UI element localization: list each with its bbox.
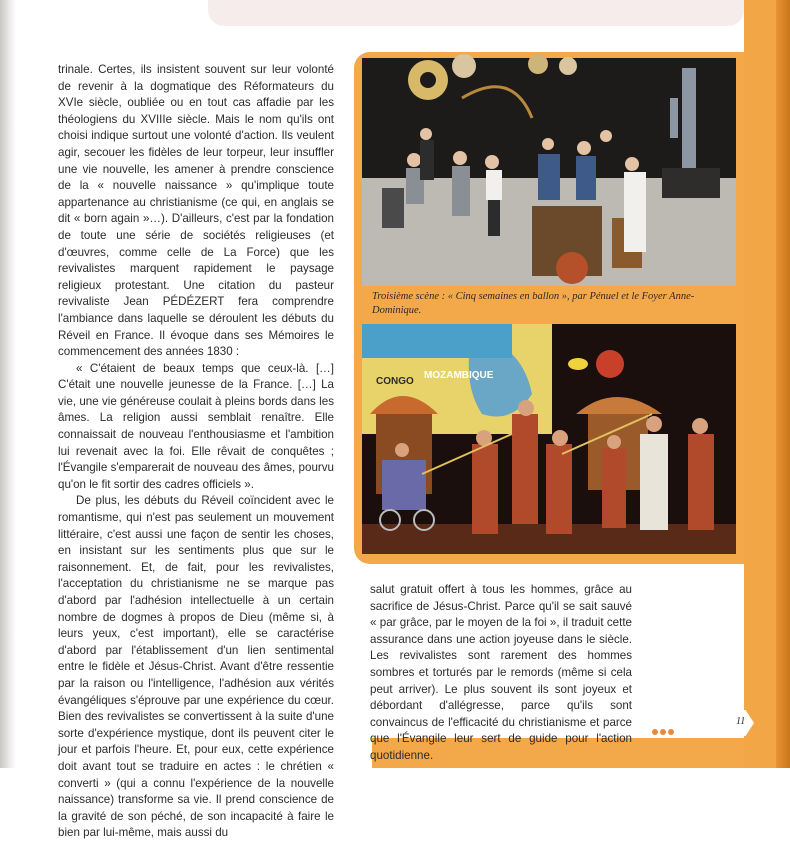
block-quote: « C'étaient de beaux temps que ceux-là. […] C'était une nouvelle jeunesse de la France. […] La vie, une vie généreuse coulait à pleins bords dans les âmes. La religion aussi semblait renaître. Elle connaissait de nouveau l'enthousiasme et l'ambition lui revenait avec la foi. Elle rêvait de conquêtes ; l'Évangile s'emparerait de nouveau des âmes, pourvu qu'on le fit sortir des cadres officiels ».: [58, 361, 334, 491]
scan-edge-shadow: [0, 0, 16, 768]
decorative-dots: [652, 722, 676, 740]
page-number: 11: [736, 716, 746, 727]
right-frame-shadow: [776, 0, 790, 768]
dot-icon: [660, 729, 666, 735]
dot-icon: [652, 729, 658, 735]
body-paragraph: salut gratuit offert à tous les hommes, grâce au sacrifice de Jésus-Christ. Parce qu'il se sait sauvé « par grâce, par le moyen de la foi », il traduit cette assurance dans une action joyeuse dans le siècle. Les revivalistes sont rarement des hommes sombres et torturés par le remords (même si cela peut arriver). Le plus souvent ils sont joyeux et débordant d'allégresse, parce qu'ils sont convaincus de l'efficacité du christianisme et parce que l'Évangile leur sert de guide pour l'action quotidienne.: [370, 583, 632, 762]
map-label-congo: CONGO: [376, 376, 414, 387]
top-decorative-band: [208, 0, 744, 26]
right-text-column: [370, 582, 632, 765]
dot-icon: [668, 729, 674, 735]
map-label-mozambique: MOZAMBIQUE: [424, 370, 494, 381]
left-text-column: [58, 62, 334, 842]
photo-balloon-scene: [362, 58, 736, 286]
body-paragraph: De plus, les débuts du Réveil coïncident avec le romantisme, qui n'est pas seulement un mouvement littéraire, c'est aussi une façon de sentir les choses, en insistant sur les sentiments plus que sur le raisonnement. Et, de fait, pour les revivalistes, l'acceptation du christianisme ne se marque pas d'abord par l'adhésion intellectuelle à un certain nombre de dogmes à propos de Dieu (même si, à leurs yeux, c'est important), elle se caractérise d'abord par l'établissement d'un lien sentimental entre le fidèle et Jésus-Christ. Avant d'être ressentie par la raison ou l'intelligence, l'adhésion aux vérités évangéliques s'éprouve par une expérience du cœur. Bien des revivalistes se convertissent à la suite d'une sorte d'expérience mystique, dont ils peuvent citer le jour et parfois l'heure. Et, pour eux, cette expérience doit avant tout se traduire en actes : le chrétien « converti » (qui a connu l'expérience de la nouvelle naissance) transforme sa vie. Il prend conscience de la gravité de son péché, de son incapacité à faire le bien par lui-même, mais aussi du: [58, 494, 334, 840]
photo-caption: Troisième scène : « Cinq semaines en ballon », par Pénuel et le Foyer Anne-Dominique.: [372, 291, 695, 316]
body-paragraph: trinale. Certes, ils insistent souvent sur leur volonté de revenir à la dogmatique des Réformateurs du XVIe siècle, oubliée ou en tout cas affadie par les théologiens du XVIIIe siècle. Mais le nom qu'ils ont choisi indique surtout une volonté d'action. Ils veulent agir, secouer les fidèles de leur torpeur, leur insuffler une vie nouvelle, les amener à prendre conscience de la « nouvelle naissance » qu'implique toute appartenance au christianisme (ce qui, en anglais se dit « born again »…). D'ailleurs, c'est par la fondation de toute une série de sociétés religieuses (et d'œuvres, comme celle de La Force) que les revivalistes marquent rapidement le paysage religieux protestant. Une citation du pasteur revivaliste Jean PÉDÉZERT fera comprendre l'ambiance dans laquelle se déroulent les débuts du Réveil en France. Il évoque dans ses Mémoires le commencement des années 1830 :: [58, 63, 334, 359]
photo-africa-scene: [362, 324, 736, 554]
